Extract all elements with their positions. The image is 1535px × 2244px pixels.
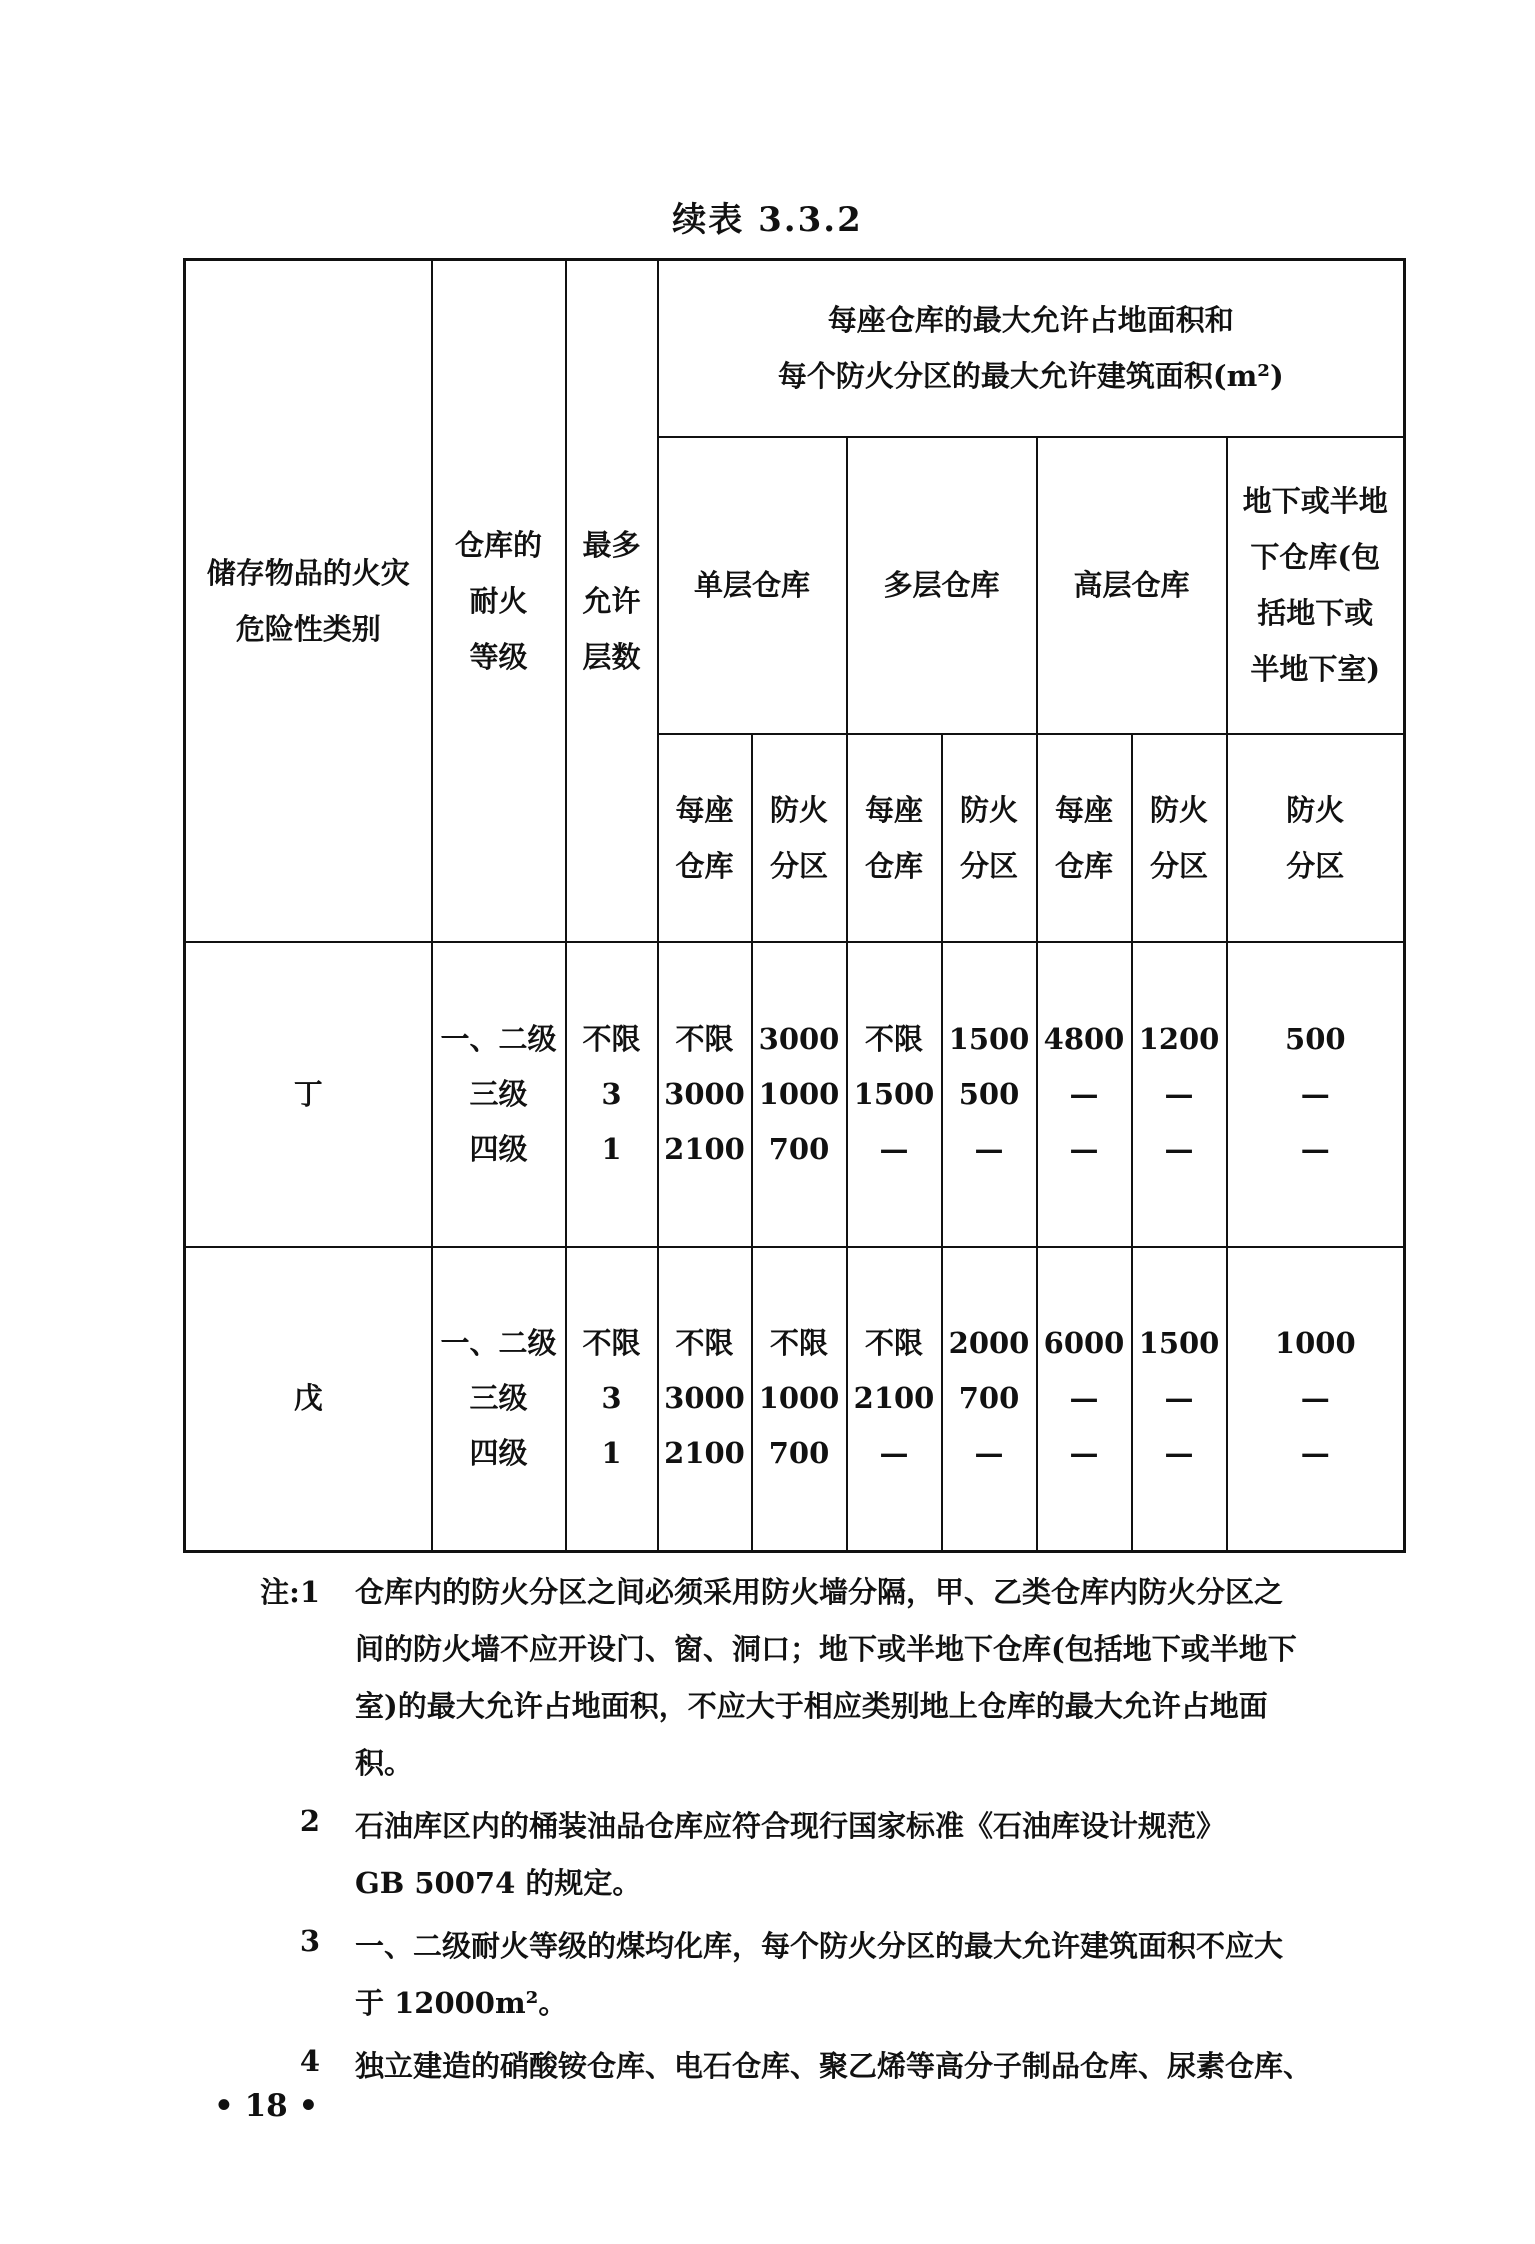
cell-value: 不限 — [864, 1021, 923, 1056]
single-building-cell — [658, 942, 752, 1247]
header-max-floors — [566, 260, 658, 942]
subheader-line: 防火 — [769, 792, 828, 827]
note-line: 一、二级耐火等级的煤均化库，每个防火分区的最大允许建筑面积不应大 — [355, 1929, 1284, 1963]
cell-value: — — [1069, 1381, 1099, 1416]
cell-value: 500 — [1285, 1021, 1346, 1056]
subheader-line: 每座 — [864, 792, 923, 827]
category-cell: 丁 — [185, 942, 432, 1247]
cell-value: — — [974, 1131, 1004, 1166]
subheader-line: 分区 — [769, 848, 828, 883]
warehouse-area-table — [183, 258, 1406, 1553]
header-max-floors-line: 最多 — [582, 527, 641, 562]
multi-building-cell — [847, 1247, 942, 1552]
high-building-cell — [1037, 942, 1132, 1247]
cell-value: 2100 — [664, 1131, 745, 1166]
subheader-line: 防火 — [1286, 792, 1345, 827]
cell-value: 1 — [601, 1436, 622, 1471]
header-underground-line: 下仓库(包 — [1250, 540, 1381, 574]
cell-value: 700 — [958, 1381, 1020, 1416]
max-floors-cell — [566, 1247, 658, 1552]
subheader-per-building — [1037, 734, 1132, 942]
fire-rating-cell — [432, 942, 566, 1247]
cell-value: — — [1164, 1436, 1194, 1471]
subheader-line: 每座 — [1054, 792, 1113, 827]
cell-value: 1000 — [758, 1381, 840, 1416]
cell-value: — — [1300, 1076, 1330, 1111]
cell-value: — — [1300, 1131, 1330, 1166]
subheader-line: 分区 — [1286, 848, 1345, 883]
high-zone-cell — [1132, 1247, 1227, 1552]
table-title: 续表 3.3.2 — [672, 200, 863, 240]
cell-value: 500 — [958, 1076, 1020, 1111]
header-fire-rating — [432, 260, 566, 942]
header-high-rise: 高层仓库 — [1037, 437, 1227, 734]
header-category-line: 危险性类别 — [235, 611, 381, 646]
subheader-per-zone — [1132, 734, 1227, 942]
cell-value: 不限 — [675, 1021, 734, 1056]
cell-value: — — [1164, 1381, 1194, 1416]
cell-value: 1200 — [1138, 1021, 1220, 1056]
note-line: 积。 — [355, 1746, 414, 1780]
note-number: 3 — [299, 1924, 320, 1958]
subheader-per-zone — [942, 734, 1037, 942]
subheader-per-building — [847, 734, 942, 942]
note-line: 仓库内的防火分区之间必须采用防火墙分隔，甲、乙类仓库内防火分区之 — [355, 1575, 1284, 1609]
cell-value: 2000 — [948, 1326, 1030, 1361]
cell-value: 不限 — [675, 1326, 734, 1361]
subheader-per-zone — [1227, 734, 1405, 942]
cell-value: 1500 — [1138, 1326, 1220, 1361]
subheader-line: 分区 — [959, 848, 1018, 883]
cell-value: 4800 — [1043, 1021, 1125, 1056]
header-multi-storey: 多层仓库 — [847, 437, 1037, 734]
header-max-floors-line: 允许 — [582, 583, 641, 618]
cell-value: — — [1069, 1131, 1099, 1166]
header-area-group — [658, 260, 1405, 437]
table-row — [185, 1247, 1405, 1552]
cell-value: 三级 — [469, 1076, 528, 1111]
cell-value: 不限 — [769, 1326, 828, 1361]
header-fire-rating-line: 耐火 — [469, 583, 528, 618]
underground-zone-cell — [1227, 942, 1405, 1247]
page-number: • 18 • — [214, 2088, 319, 2124]
cell-value: 不限 — [864, 1326, 923, 1361]
fire-rating-cell — [432, 1247, 566, 1552]
category-cell: 戊 — [185, 1247, 432, 1552]
cell-value: 三级 — [469, 1381, 528, 1416]
cell-value: 1500 — [853, 1076, 935, 1111]
cell-value: 3 — [601, 1381, 622, 1416]
cell-value: 1000 — [758, 1076, 840, 1111]
cell-value: 3000 — [664, 1381, 745, 1416]
cell-value: 四级 — [469, 1131, 528, 1166]
note-line: 于 12000m²。 — [355, 1986, 568, 2020]
cell-value: — — [879, 1436, 909, 1471]
subheader-per-building — [658, 734, 752, 942]
cell-value: 一、二级 — [440, 1021, 557, 1056]
cell-value: 不限 — [582, 1021, 641, 1056]
cell-value: 3000 — [758, 1021, 840, 1056]
cell-value: 不限 — [582, 1326, 641, 1361]
header-underground-line: 地下或半地 — [1242, 484, 1388, 518]
cell-value: 6000 — [1043, 1326, 1125, 1361]
note-number: 2 — [299, 1804, 320, 1838]
single-zone-cell — [752, 1247, 847, 1552]
header-underground-line: 半地下室) — [1250, 652, 1381, 686]
cell-value: 1 — [601, 1131, 622, 1166]
subheader-line: 每座 — [675, 792, 734, 827]
multi-building-cell — [847, 942, 942, 1247]
cell-value: 1000 — [1274, 1326, 1356, 1361]
header-single-storey: 单层仓库 — [658, 437, 847, 734]
note-line: 独立建造的硝酸铵仓库、电石仓库、聚乙烯等高分子制品仓库、尿素仓库、 — [355, 2049, 1313, 2083]
single-building-cell — [658, 1247, 752, 1552]
cell-value: — — [879, 1131, 909, 1166]
header-category — [185, 260, 432, 942]
multi-zone-cell — [942, 1247, 1037, 1552]
cell-value: 700 — [768, 1436, 830, 1471]
underground-zone-cell — [1227, 1247, 1405, 1552]
header-max-floors-line: 层数 — [582, 639, 641, 674]
multi-zone-cell — [942, 942, 1037, 1247]
header-underground — [1227, 437, 1405, 734]
notes-label: 注:1 — [260, 1575, 320, 1609]
cell-value: — — [974, 1436, 1004, 1471]
subheader-line: 仓库 — [864, 848, 923, 883]
cell-value: 2100 — [664, 1436, 745, 1471]
cell-value: — — [1069, 1436, 1099, 1471]
note-line: GB 50074 的规定。 — [355, 1866, 642, 1900]
cell-value: 一、二级 — [440, 1326, 557, 1361]
max-floors-cell — [566, 942, 658, 1247]
cell-value: — — [1164, 1076, 1194, 1111]
high-zone-cell — [1132, 942, 1227, 1247]
table-row — [185, 942, 1405, 1247]
high-building-cell — [1037, 1247, 1132, 1552]
cell-value: — — [1300, 1436, 1330, 1471]
subheader-per-zone — [752, 734, 847, 942]
subheader-line: 防火 — [959, 792, 1018, 827]
cell-value: — — [1069, 1076, 1099, 1111]
cell-value: 四级 — [469, 1436, 528, 1471]
header-area-line: 每个防火分区的最大允许建筑面积(m²) — [777, 359, 1284, 394]
header-category-line: 储存物品的火灾 — [206, 555, 410, 590]
cell-value: 2100 — [853, 1381, 935, 1416]
header-area-line: 每座仓库的最大允许占地面积和 — [827, 303, 1234, 338]
cell-value: 3000 — [664, 1076, 745, 1111]
cell-value: 3 — [601, 1076, 622, 1111]
cell-value: — — [1300, 1381, 1330, 1416]
header-underground-line: 括地下或 — [1257, 596, 1374, 630]
cell-value: — — [1164, 1131, 1194, 1166]
header-fire-rating-line: 仓库的 — [454, 527, 542, 562]
note-line: 石油库区内的桶装油品仓库应符合现行国家标准《石油库设计规范》 — [355, 1809, 1226, 1843]
subheader-line: 防火 — [1149, 792, 1208, 827]
cell-value: 700 — [768, 1131, 830, 1166]
subheader-line: 分区 — [1149, 848, 1208, 883]
subheader-line: 仓库 — [1054, 848, 1113, 883]
note-line: 间的防火墙不应开设门、窗、洞口；地下或半地下仓库(包括地下或半地下 — [355, 1632, 1297, 1666]
cell-value: 1500 — [948, 1021, 1030, 1056]
note-number: 4 — [299, 2044, 320, 2078]
subheader-line: 仓库 — [675, 848, 734, 883]
header-fire-rating-line: 等级 — [469, 639, 528, 674]
note-line: 室)的最大允许占地面积，不应大于相应类别地上仓库的最大允许占地面 — [355, 1689, 1268, 1723]
single-zone-cell — [752, 942, 847, 1247]
